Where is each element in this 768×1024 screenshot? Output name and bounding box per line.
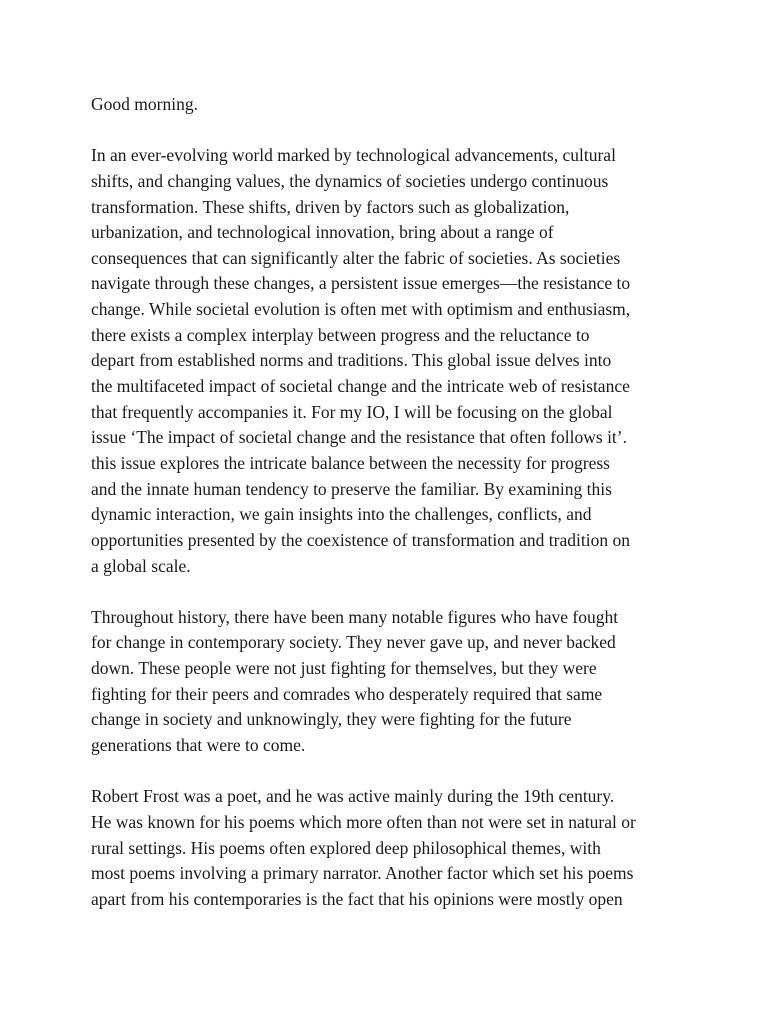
text-line: Throughout history, there have been many notable figures who have fought [91, 606, 619, 627]
text-line: fighting for their peers and comrades who desperately required that same [91, 683, 603, 704]
text-line: change. While societal evolution is often met with optimism and enthusiasm, [91, 299, 631, 320]
text-line: consequences that can significantly alter the fabric of societies. As societies [91, 247, 621, 268]
text-line: there exists a complex interplay between progress and the reluctance to [91, 324, 590, 345]
paragraph [91, 143, 691, 579]
text-line: dynamic interaction, we gain insights into the challenges, conflicts, and [91, 504, 592, 525]
text-line: this issue explores the intricate balance between the necessity for progress [91, 452, 610, 473]
document-body [91, 92, 691, 913]
paragraph-gap [91, 759, 691, 785]
text-line: change in society and unknowingly, they were fighting for the future [91, 709, 572, 730]
text-line: the multifaceted impact of societal change and the intricate web of resistance [91, 376, 630, 397]
text-line: issue ‘The impact of societal change and the resistance that often follows it’. [91, 427, 627, 448]
text-line: Robert Frost was a poet, and he was active mainly during the 19th century. [91, 786, 615, 807]
text-line: most poems involving a primary narrator. Another factor which set his poems [91, 863, 634, 884]
text-line: rural settings. His poems often explored deep philosophical themes, with [91, 837, 601, 858]
paragraph [91, 605, 691, 759]
paragraph-gap [91, 579, 691, 605]
paragraph-gap [91, 118, 691, 144]
paragraph [91, 784, 691, 912]
text-line: In an ever-evolving world marked by technological advancements, cultural [91, 145, 616, 166]
text-line: that frequently accompanies it. For my IO, I will be focusing on the global [91, 401, 613, 422]
text-line: and the innate human tendency to preserve the familiar. By examining this [91, 478, 612, 499]
text-line: generations that were to come. [91, 735, 306, 756]
greeting: Good morning. [91, 94, 198, 114]
text-line: for change in contemporary society. They never gave up, and never backed [91, 632, 616, 653]
text-line: opportunities presented by the coexistence of transformation and tradition on [91, 529, 630, 550]
text-line: urbanization, and technological innovation, bring about a range of [91, 222, 554, 243]
text-line: down. These people were not just fighting for themselves, but they were [91, 658, 597, 679]
text-line: shifts, and changing values, the dynamics of societies undergo continuous [91, 170, 609, 191]
text-line: transformation. These shifts, driven by factors such as globalization, [91, 196, 570, 217]
text-line: navigate through these changes, a persistent issue emerges—the resistance to [91, 273, 631, 294]
text-line: depart from established norms and traditions. This global issue delves into [91, 350, 612, 371]
text-line: He was known for his poems which more often than not were set in natural or [91, 811, 636, 832]
text-line: apart from his contemporaries is the fact that his opinions were mostly open [91, 888, 623, 909]
text-line: a global scale. [91, 555, 191, 576]
paragraphs [91, 143, 691, 912]
